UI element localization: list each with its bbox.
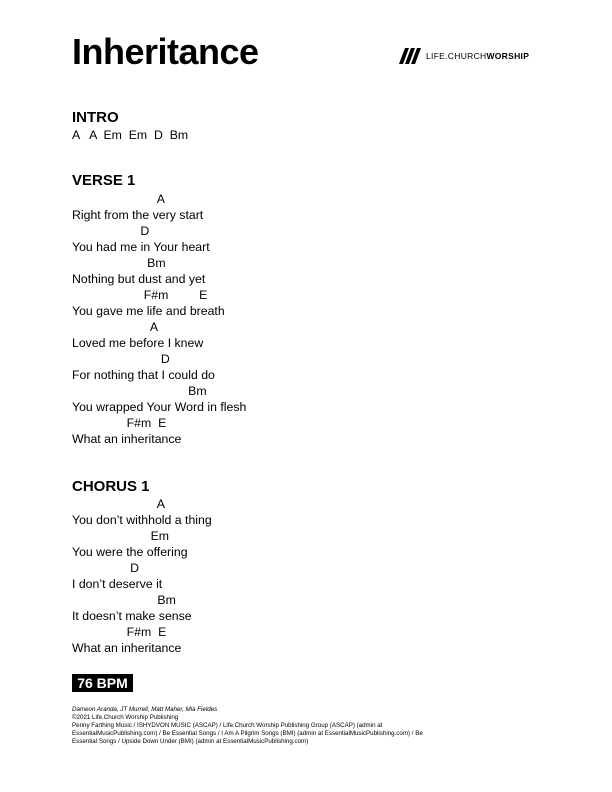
chord-line: D <box>72 224 150 238</box>
chord-line: D <box>72 352 170 366</box>
chord-line: F#m E <box>72 625 167 639</box>
chord-line: A <box>72 497 165 511</box>
logo-wordmark <box>426 48 529 64</box>
lyric-line: You were the offering <box>72 545 188 559</box>
intro-chords: A A Em Em D Bm <box>72 128 189 142</box>
intro-heading: INTRO <box>72 109 119 126</box>
publishers-line: EssentialMusicPublishing.com) / Be Essential Songs / I Am A Pilgrim Songs (BMI) (admin at EssentialMusicPublishing.com) / Be <box>72 730 423 737</box>
writers-credit: Dameon Aranda, JT Murrell, Matt Maher, Mia Fieldes <box>72 706 218 713</box>
song-credits <box>72 706 542 746</box>
life-church-worship-logo <box>399 46 529 66</box>
lyric-line: You wrapped Your Word in flesh <box>72 400 247 414</box>
lyric-line: You had me in Your heart <box>72 240 210 254</box>
chorus-1-heading: CHORUS 1 <box>72 478 150 495</box>
logo-text-worship: WORSHIP <box>486 51 530 61</box>
chord-line: Bm <box>72 384 207 398</box>
publishers-line: Essential Songs / Upside Down Under (BMI) (admin at EssentialMusicPublishing.com) <box>72 738 309 745</box>
chord-line: Bm <box>72 593 176 607</box>
lyric-line: I don’t deserve it <box>72 577 163 591</box>
copyright-line: ©2021 Life.Church Worship Publishing <box>72 714 179 721</box>
chord-line: F#m E <box>72 288 208 302</box>
lyric-line: What an inheritance <box>72 641 182 655</box>
song-title: Inheritance <box>72 31 259 72</box>
chord-line: A <box>72 320 159 334</box>
chord-line: D <box>72 561 139 575</box>
publishers-line: Penny Farthing Music / ISHYDVON MUSIC (ASCAP) / Life.Church Worship Publishing Group (ASCAP) (admin at <box>72 722 383 729</box>
verse-1-heading: VERSE 1 <box>72 172 136 189</box>
lyric-line: It doesn’t make sense <box>72 609 192 623</box>
lyric-line: You don’t withhold a thing <box>72 513 212 527</box>
lyric-line: Right from the very start <box>72 208 204 222</box>
lyric-line: You gave me life and breath <box>72 304 225 318</box>
chord-line: F#m E <box>72 416 167 430</box>
chord-line: Bm <box>72 256 166 270</box>
bpm-badge: 76 BPM <box>72 674 133 692</box>
lyric-line: Loved me before I knew <box>72 336 204 350</box>
chord-line: A <box>72 192 165 206</box>
logo-text-life-church: LIFE.CHURCH <box>426 51 487 61</box>
lyric-line: What an inheritance <box>72 432 182 446</box>
lyric-line: Nothing but dust and yet <box>72 272 206 286</box>
lyric-line: For nothing that I could do <box>72 368 215 382</box>
logo-mark-icon <box>399 48 421 64</box>
chord-line: Em <box>72 529 170 543</box>
